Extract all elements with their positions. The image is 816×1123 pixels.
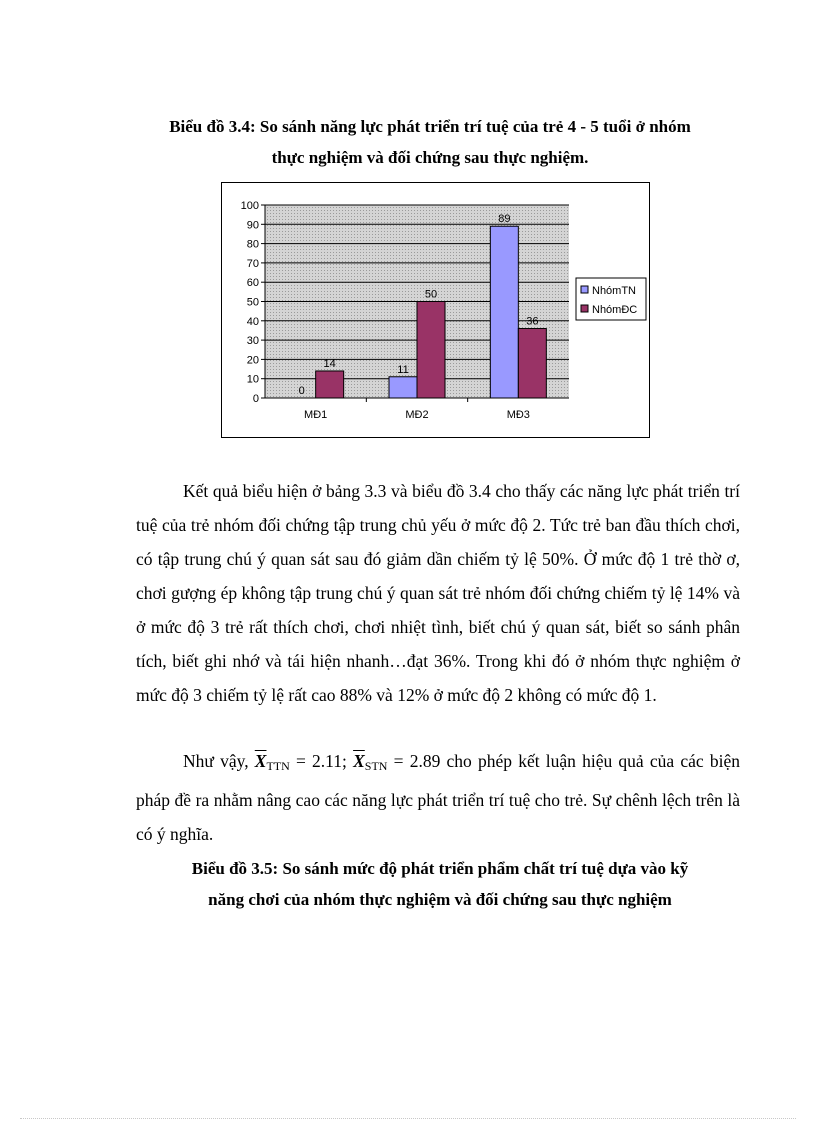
data-label: 11 [397,363,409,376]
x-tick-label: MĐ3 [506,409,530,421]
data-label: 0 [298,385,305,397]
paragraph-2 [136,744,740,851]
xbar-symbol-1: $\overline{X}$ [254,751,267,771]
caption-line-1: Biểu đồ 3.4: So sánh năng lực phát triển trí tuệ của trẻ 4 - 5 tuổi ở nhóm [169,117,691,136]
figure-caption-3-4 [100,111,760,173]
y-tick-label: 70 [246,257,259,270]
data-label: 89 [498,213,511,226]
xbar-symbol-2: $\overline{X}$ [353,751,365,771]
y-tick-label: 60 [246,277,259,290]
bar [490,226,518,398]
bar-chart [221,182,650,438]
y-tick-label: 20 [246,354,259,367]
page-separator [20,1118,796,1119]
figure-caption-3-5 [120,853,760,915]
legend-label: NhómĐC [592,304,638,316]
caption-line-2: năng chơi của nhóm thực nghiệm và đối chứng sau thực nghiệm [208,890,672,909]
y-tick-label: 50 [246,296,259,309]
y-tick-label: 10 [246,373,259,386]
subscript-ttn: TTN [266,759,290,773]
y-tick-label: 0 [252,393,259,405]
result-paragraph [136,474,740,712]
data-label: 50 [424,288,438,301]
x-tick-label: MĐ2 [405,409,429,421]
subscript-stn: STN [364,759,388,773]
bar [417,302,445,399]
para2-rest: cho phép kết luận hiệu quả của các biện pháp đề ra nhằm nâng cao các năng lực phát triển trí tuệ cho trẻ. Sự chênh lệch trên là có ý nghĩa. [136,751,740,844]
x-tick-label: MĐ1 [304,409,328,421]
y-tick-label: 100 [240,200,259,212]
chart-canvas [222,183,649,437]
legend-swatch [581,305,588,312]
bar [316,371,344,398]
data-label: 14 [323,357,336,370]
y-tick-label: 90 [246,219,259,232]
para2-intro: Như vậy, [183,751,255,771]
y-tick-label: 30 [246,335,259,348]
y-tick-label: 80 [246,238,259,251]
caption-line-2: thực nghiệm và đối chứng sau thực nghiệm. [271,148,589,167]
legend-swatch [581,286,588,293]
y-tick-label: 40 [246,315,259,328]
legend-label: NhómTN [592,285,637,297]
bar [389,377,417,398]
caption-line-1: Biểu đồ 3.5: So sánh mức độ phát triển phẩm chất trí tuệ dựa vào kỹ [191,859,689,878]
value-ttn: = 2.11; [289,751,354,771]
paragraph-1: Kết quả biểu hiện ở bảng 3.3 và biểu đồ 3.4 cho thấy các năng lực phát triển trí tuệ của trẻ nhóm đối chứng tập trung chủ yếu ở mức độ 2. Tức trẻ ban đầu thích chơi, có tập trung chú ý quan sát sau đó giảm dần chiếm tỷ lệ 50%. Ở mức độ 1 trẻ thờ ơ, chơi gượng ép không tập trung chú ý quan sát trẻ nhóm đối chứng chiếm tỷ lệ 14% và ở mức độ 3 trẻ rất thích chơi, chơi nhiệt tình, biết chú ý quan sát, biết so sánh phân tích, biết ghi nhớ và tái hiện nhanh…đạt 36%. Trong khi đó ở nhóm thực nghiệm ở mức độ 3 chiếm tỷ lệ rất cao 88% và 12% ở mức độ 2 không có mức độ 1. [136,481,740,705]
value-stn: = 2.89 [387,751,447,771]
data-label: 36 [526,315,539,328]
bar [518,329,546,398]
conclusion-paragraph [136,744,740,851]
